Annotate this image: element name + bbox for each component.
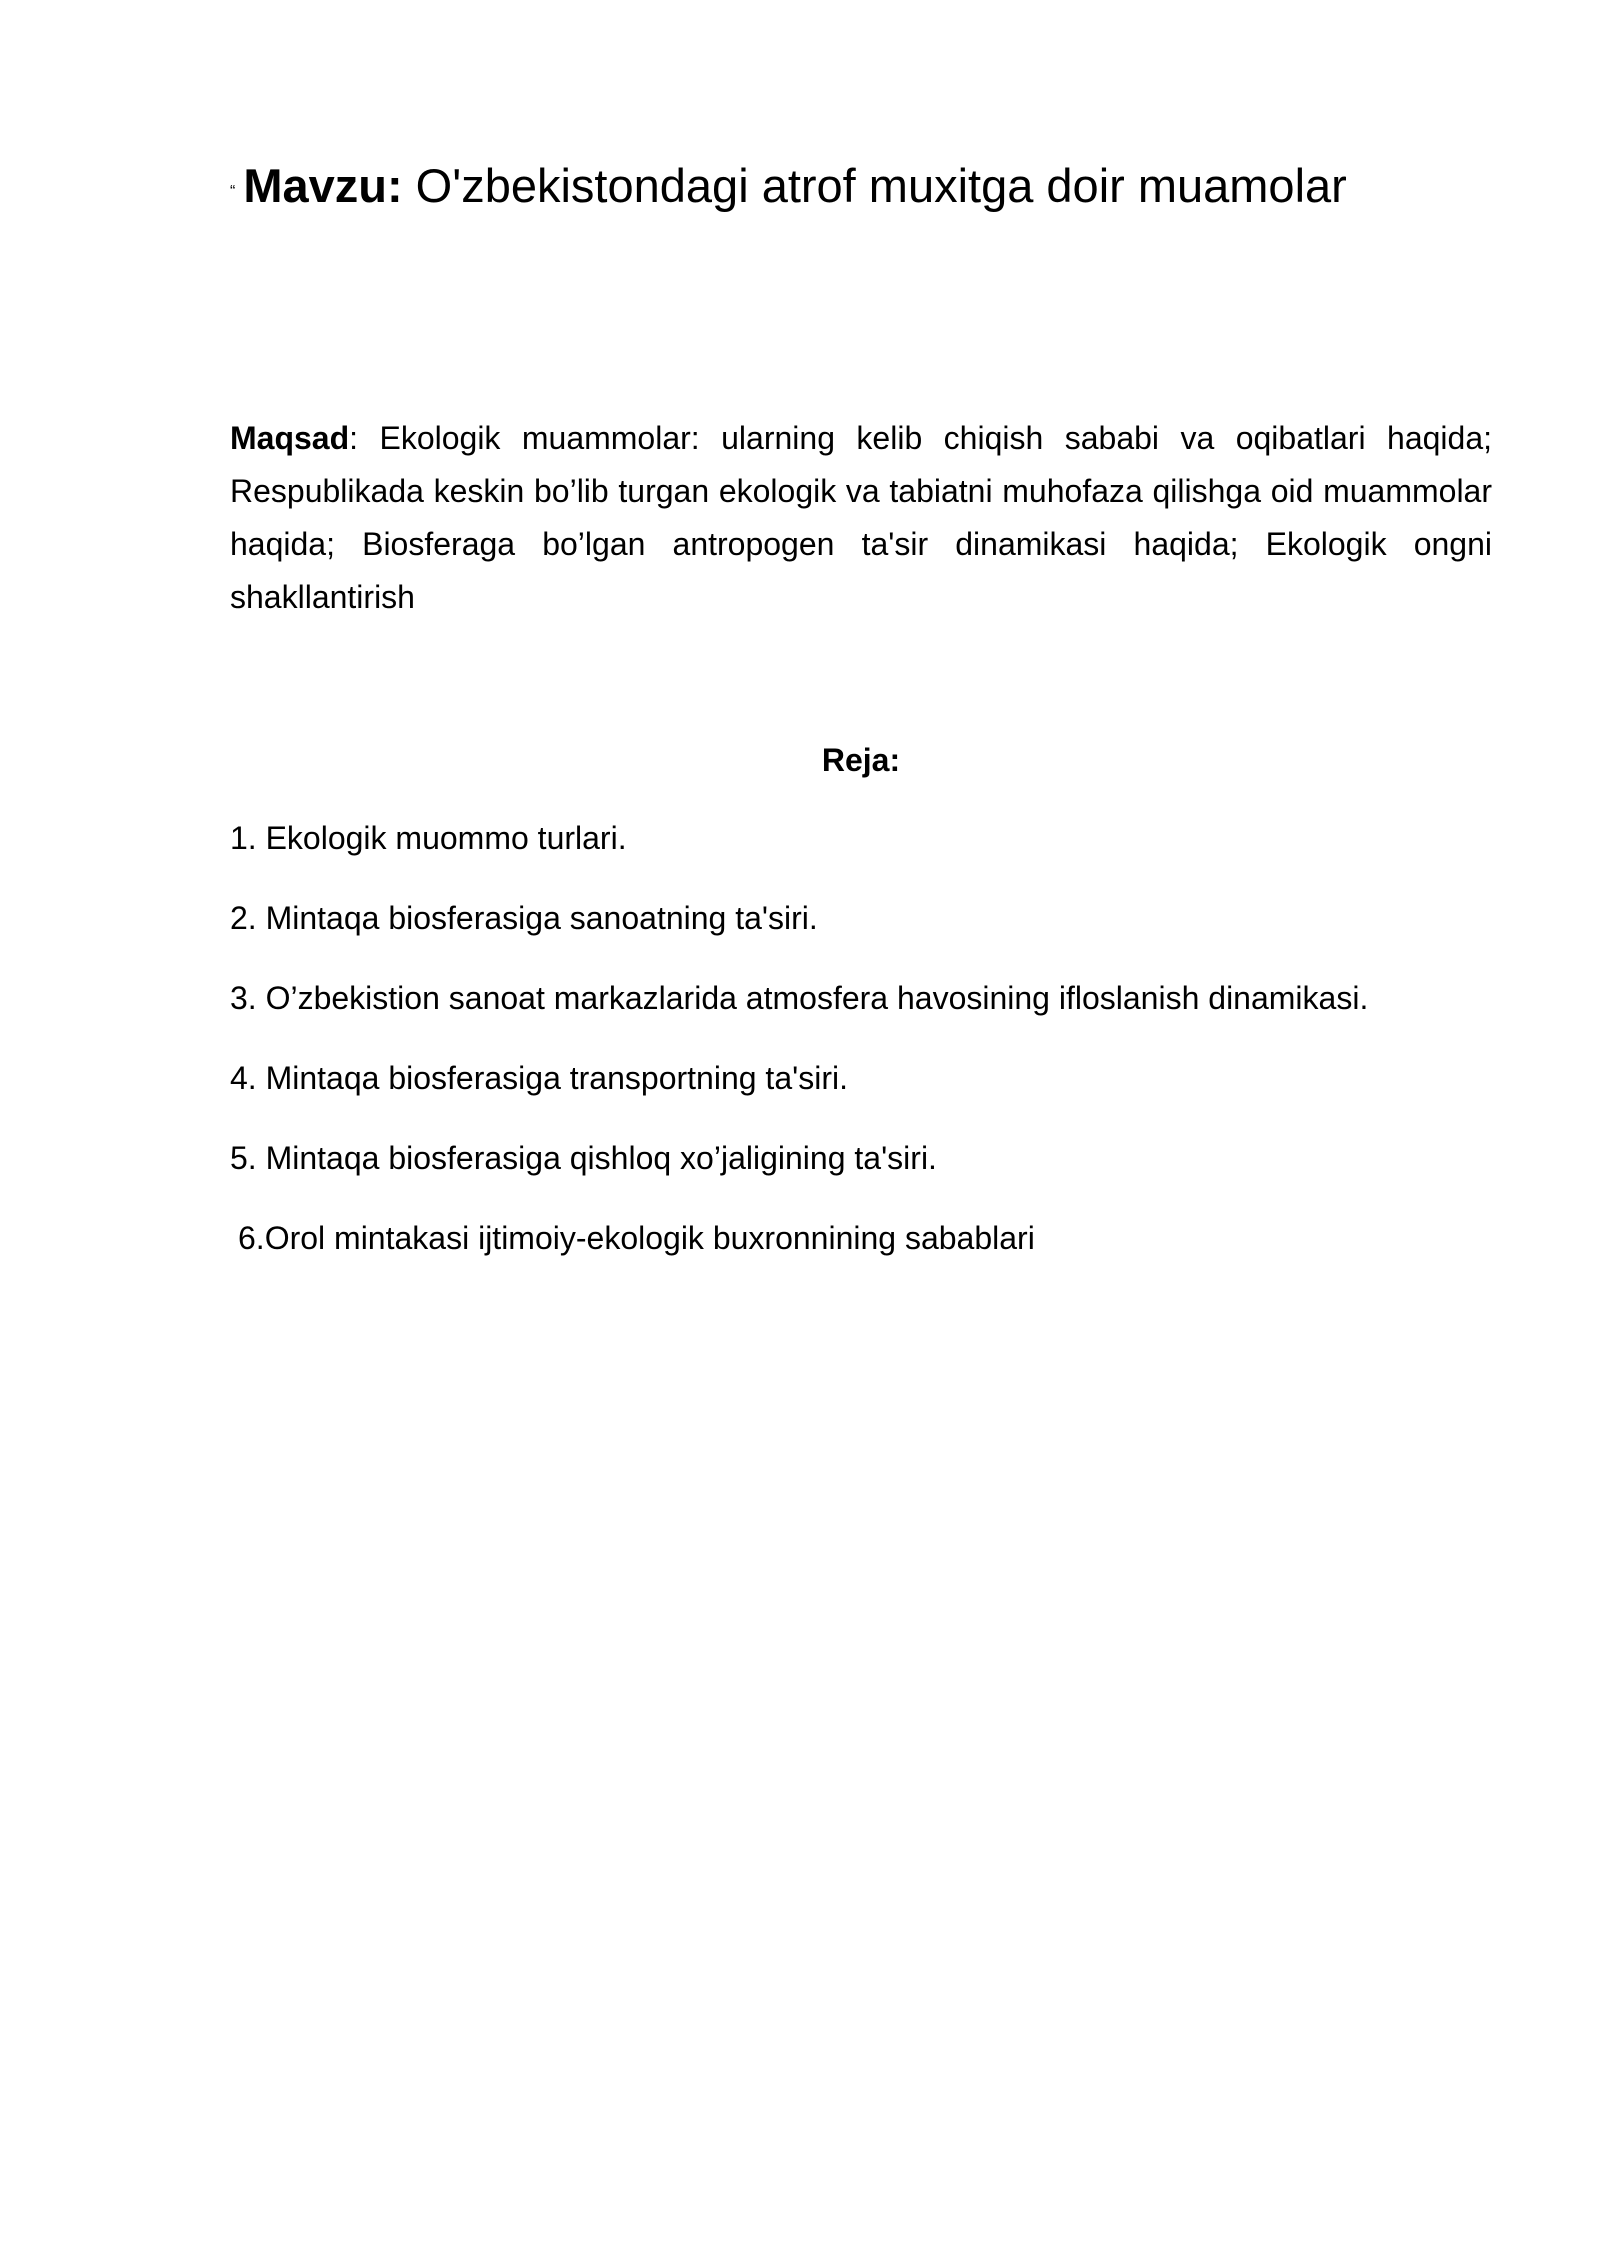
purpose-text: : Ekologik muammolar: ularning kelib chiqish sababi va oqibatlari haqida; Respublikada keskin bo’lib turgan ekologik va tabiatni muhofaza qilishga oid muammolar haqida; Biosferaga bo’lgan antropogen ta'sir dinamikasi haqida; Ekologik ongni shakllantirish <box>230 420 1492 615</box>
title-label: Mavzu: <box>243 159 403 212</box>
plan-item: 4. Mintaqa biosferasiga transportning ta'siri. <box>230 1060 848 1096</box>
plan-heading: Reja: <box>821 742 901 778</box>
plan-list <box>230 812 1492 1292</box>
title-quote-mark: “ <box>230 183 236 200</box>
purpose-paragraph <box>230 412 1492 624</box>
plan-item: 3. O’zbekistion sanoat markazlarida atmosfera havosining ifloslanish dinamikasi. <box>230 980 1369 1016</box>
plan-item: 1. Ekologik muommo turlari. <box>230 820 627 856</box>
plan-item: 5. Mintaqa biosferasiga qishloq xo’jaligining ta'siri. <box>230 1140 937 1176</box>
purpose-label: Maqsad <box>230 420 350 456</box>
page-title <box>230 150 1490 228</box>
plan-item: 6.Orol mintakasi ijtimoiy-ekologik buxronnining sabablari <box>238 1220 1035 1256</box>
title-text: O'zbekistondagi atrof muxitga doir muamolar <box>402 159 1347 212</box>
plan-item: 2. Mintaqa biosferasiga sanoatning ta'siri. <box>230 900 818 936</box>
